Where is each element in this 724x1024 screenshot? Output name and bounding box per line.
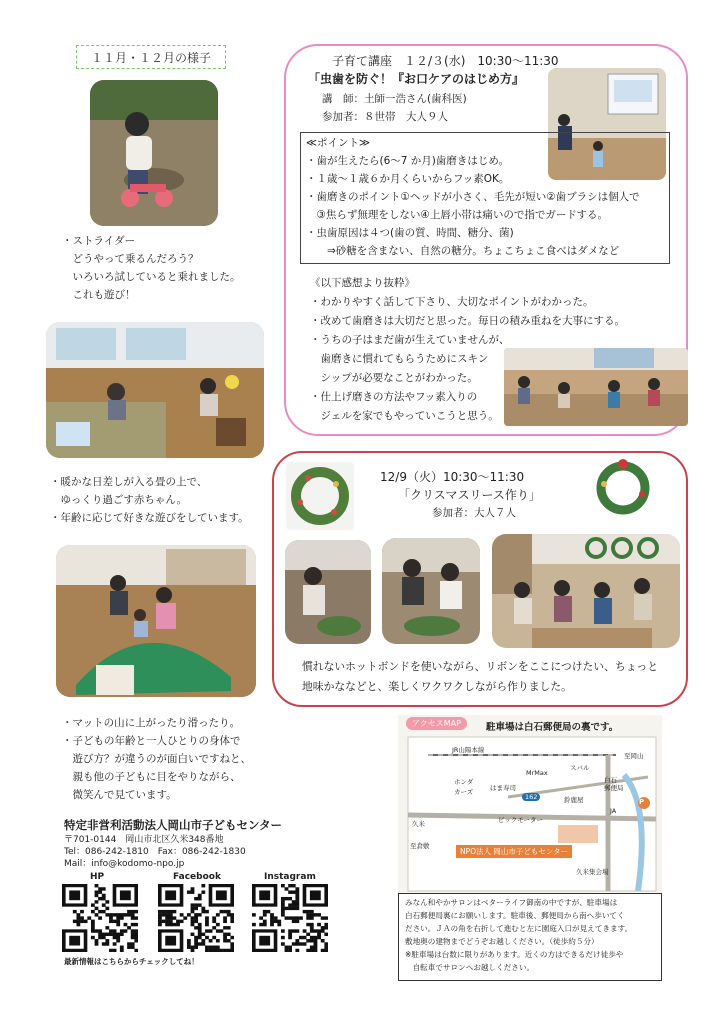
caption-line: これも遊び！ [62,289,136,301]
map-label: カーズ [454,788,474,796]
photo-wreath-left [286,462,354,530]
map-label: ビックモーター [498,816,543,824]
impression-line: 歯磨きに慣れてもらうためにスキン [310,353,489,365]
caption-line: 微笑んで見ています。 [62,789,177,801]
map-graphic [398,715,662,893]
impression-line: ・わかりやすく話して下さり、大切なポイントがわかった。 [310,296,594,308]
caption-mat [62,714,251,804]
qr-label-instagram: Instagram [264,872,316,882]
note-line: 敷地奥の建物までどうぞお越しください。（徒歩約５分） [405,937,599,946]
point-line: ・虫歯原因は４つ(歯の質、時間、糖分、菌) [306,227,514,239]
caption-line: いろいろ試していると乗れました。 [62,271,241,283]
course-header: 子育て講座 １２/３(水) 10:30～11:30 [332,54,559,68]
note-line: ※駐車場は台数に限りがあります。近くの方はできるだけ徒歩や [405,950,624,959]
map-label: はま寿司 [490,784,516,792]
note-line: 白石郵便局裏にお願いします。駐車後、郵便局から南へ歩いてく [405,911,625,920]
access-notes [398,893,662,981]
note-line: みなん和やかサロンはベターライフ御南の中ですが、駐車場は [405,898,618,907]
org-name: 特定非営利活動法人岡山市子どもセンター [64,818,283,832]
photo-mat-mountain [56,545,256,697]
impression-line: ・改めて歯磨きは大切だと思った。毎日の積み重ねを大事にする。 [310,315,625,327]
point-line: ⇒砂糖を含まない、自然の糖分。ちょこちょこ食べはダメなど [306,245,620,257]
qr-label-facebook: Facebook [173,872,221,882]
map-label: 郵便局 [604,784,624,792]
map-route-badge: 162 [522,793,540,801]
caption-line: 親も他の子どもに目をやりながら、 [62,771,241,783]
access-map[interactable] [398,715,662,893]
photo-xmas-3 [492,534,680,648]
impression-line: シップが必要なことがわかった。 [310,372,478,384]
caption-line: ・年齢に応じて好きな遊びをしています。 [50,512,249,524]
caption-line: ・マットの山に上がったり滑ったり。 [62,717,241,729]
map-label: 久米集会場 [576,868,609,876]
map-label: ホンダ [454,778,474,786]
impression-line: ・仕上げ磨きの方法やフッ素入りの [310,391,478,403]
caption-line: ・ストライダー [62,235,136,247]
impression-line: ジェルを家でもやっていこうと思う。 [310,410,499,422]
map-label: 白石 [604,776,617,784]
qr-label-hp: HP [90,872,105,882]
xmas-desc-line: 地味かななどと、楽しくワクワクしながら作りました。 [302,680,572,693]
course-title: 「虫歯を防ぐ！『お口ケアのはじめ方』 [308,72,525,86]
map-label: MrMax [526,769,548,777]
points-title: ≪ポイント≫ [306,137,370,149]
map-label: JR山陽本線 [452,746,485,754]
map-destination: NPO法人 岡山市子どもセンター [456,845,572,858]
photo-tatami-room [46,322,264,458]
note-line: ださい。ＪＡの角を右折して進むと左に園庭入口が見えてきます。 [405,924,633,933]
impression-line: ・うちの子はまだ歯が生えていませんが、 [310,334,510,346]
caption-line: どうやって乗るんだろう？ [62,253,199,265]
course-lecturer: 講 師：土師一浩さん(歯科医) [322,93,467,105]
point-line: ・歯が生えたら(6～7 か月)歯磨きはじめ。 [306,155,509,167]
qr-code-facebook[interactable] [158,884,234,952]
point-line: ③焦らず無理をしない④上唇小帯は痛いので指でガードする。 [306,209,609,221]
xmas-title: 「クリスマスリース作り」 [398,488,541,502]
photo-xmas-2 [382,538,480,644]
photo-xmas-1 [285,540,371,644]
photo-wreath-right [592,456,654,520]
map-label: 至岡山 [624,752,644,760]
photo-strider [90,80,218,226]
course-participants: 参加者：８世帯 大人９人 [322,111,448,123]
caption-line: ゆっくり過ごす赤ちゃん。 [50,494,188,506]
point-line: ・歯磨きのポイント①ヘッドが小さく、毛先が短い②歯ブラシは個人で [306,191,640,203]
map-label: 至倉敷 [410,842,430,850]
qr-footer: 最新情報はこちらからチェックしてね！ [64,957,199,966]
xmas-participants: 参加者：大人７人 [432,507,516,519]
xmas-desc-line: 慣れないホットボンドを使いながら、リボンをここにつけたい、ちょっと [302,660,659,673]
org-address: 〒701-0144 岡山市北区久米348番地 [64,835,224,845]
map-badge: アクセスMAP [406,717,467,730]
org-contact [64,834,246,870]
caption-tatami [50,473,249,527]
org-mail: Mail：info@kodomo-npo.jp [64,859,185,869]
xmas-date: 12/9（火）10:30～11:30 [380,470,525,484]
caption-strider [62,232,241,304]
map-label: スバル [570,764,590,772]
note-line: 自転車でサロンへお越しください。 [405,963,535,972]
caption-line: ・暖かな日差しが入る畳の上で、 [50,476,208,488]
photo-course-room [504,348,688,426]
map-label: 鈴鹿屋 [564,796,584,804]
caption-line: 遊び方？が違うのが面白いですねと、 [62,753,251,765]
caption-line: ・子どもの年齢と一人ひとりの身体で [62,735,241,747]
impressions-title: 《以下感想より抜粋》 [310,277,415,289]
map-label: 久米 [412,820,425,828]
map-label: JA [610,807,617,815]
qr-code-instagram[interactable] [252,884,328,952]
map-parking-note: 駐車場は白石郵便局の裏です。 [486,722,619,733]
point-line: ・１歳～１歳６か月くらいからフッ素OK。 [306,173,510,185]
section-title: １１月・１２月の様子 [76,45,226,69]
parking-icon: P [639,798,645,806]
qr-code-hp[interactable] [62,884,138,952]
org-tel: Tel：086-242-1810 Fax：086-242-1830 [64,847,246,857]
